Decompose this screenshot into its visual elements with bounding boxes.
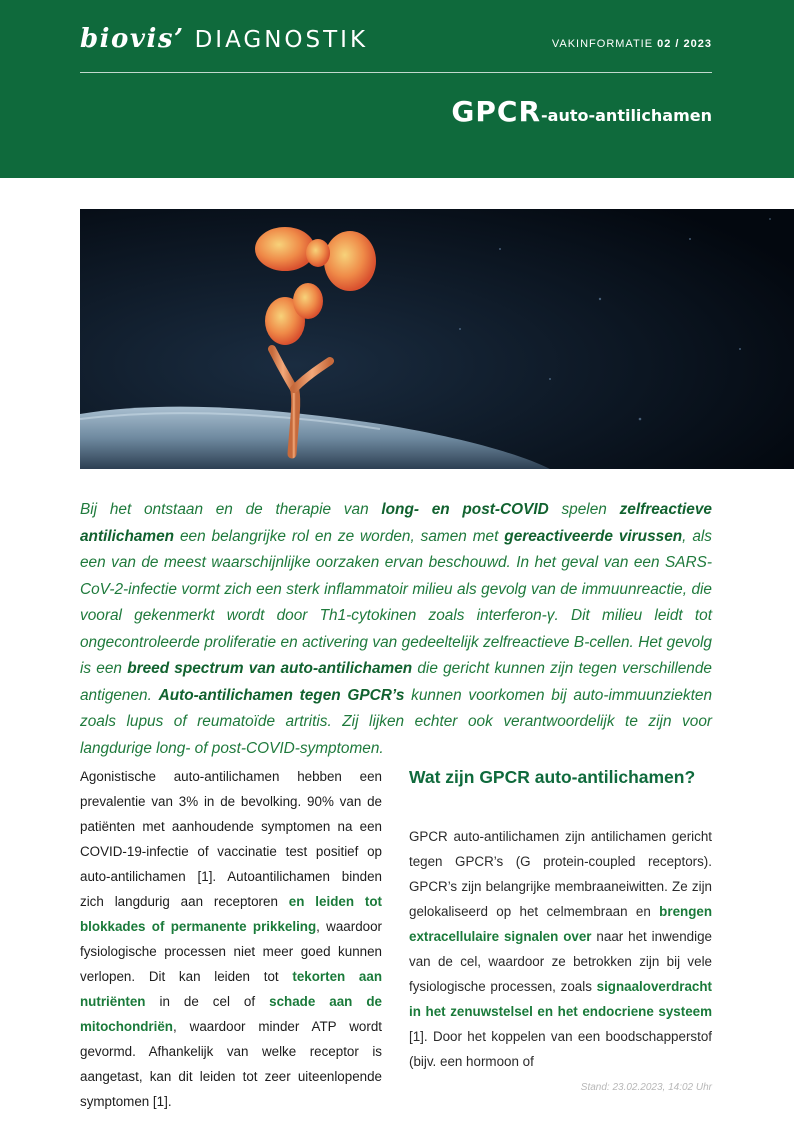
- issue-label: [552, 38, 712, 50]
- left-text-2: , waardoor fysiologische processen niet meer goed kunnen verlopen. Dit kan leiden tot: [80, 919, 383, 984]
- intro-highlight-4: breed spectrum van auto-antilichamen: [127, 660, 413, 677]
- intro-highlight-2: zelfreactieve antilichamen: [80, 501, 712, 545]
- header-divider: [80, 72, 712, 73]
- date-stamp: Stand: 23.02.2023, 14:02 Uhr: [580, 1082, 712, 1093]
- left-column-text: [80, 764, 382, 1114]
- left-text-3: in de cel of: [145, 994, 270, 1009]
- right-column-text: [409, 824, 712, 1074]
- intro-text-4: , als een van de meest waarschijnlijke oorzaken ervan beschouwd. In het geval van een SARS-CoV-2-infectie vormt zich een sterk inflammatoir milieu als gevolg van de immuunreactie, die vooral gekenmerkt wordt door Th1-cytokinen zoals interferon-γ. Dit milieu leidt tot ongecontroleerde proliferatie en activering van gedeeltelijk zelfreactieve B-cellen. Het gevolg is een: [80, 527, 712, 677]
- left-text-1: Agonistische auto-antilichamen hebben een prevalentie van 3% in de bevolking. 90% van de patiënten met aanhoudende symptomen na een COVID-19-infectie of vaccinatie test positief op auto-antilichamen [1]. Autoantilichamen binden zich langdurig aan receptoren: [80, 769, 382, 909]
- right-text-2: naar het inwendige van de cel, waardoor ze betrokken zijn bij vele fysiologische processen, zoals: [409, 929, 712, 994]
- intro-text-6: kunnen voorkomen bij auto-immuunziekten zoals lupus of reumatoïde artritis. Zij lijken echter ook verantwoordelijk te zijn voor langdurige long- of post-COVID-symptomen.: [80, 686, 712, 757]
- section-heading: Wat zijn GPCR auto-antilichamen?: [409, 767, 696, 787]
- intro-highlight-3: gereactiveerde virussen: [504, 527, 683, 545]
- right-text-1: GPCR auto-antilichamen zijn antilichamen gericht tegen GPCR’s (G protein-coupled receptors). GPCR’s zijn belangrijke membraaneiwitten. Ze zijn gelokaliseerd op het celmembraan en: [409, 829, 712, 919]
- intro-highlight-5: Auto-antilichamen tegen GPCR’s: [158, 686, 405, 704]
- page-title: [451, 92, 712, 129]
- brand-logo: [80, 24, 368, 54]
- brand-name: biovis’: [80, 24, 185, 54]
- left-highlight-2: tekorten aan nutriënten: [80, 969, 382, 1009]
- brand-subtitle: DIAGNOSTIK: [194, 27, 369, 53]
- page-title-main: GPCR: [451, 95, 542, 128]
- issue-number: 02 / 2023: [657, 38, 712, 50]
- right-highlight-2: signaaloverdracht in het zenuwstelsel en het endocriene systeem: [409, 979, 712, 1019]
- header-banner: [0, 0, 794, 178]
- right-text-3: [1]. Door het koppelen van een boodschapperstof (bijv. een hormoon of: [409, 1029, 712, 1069]
- left-highlight-3: schade aan de mitochondriën: [80, 994, 382, 1034]
- intro-highlight-1: long- en post-COVID: [381, 501, 549, 518]
- right-column: [409, 764, 712, 1074]
- intro-text-5: die gericht kunnen zijn tegen verschillende antigenen.: [80, 660, 712, 704]
- right-highlight-1: brengen extracellulaire signalen over: [409, 904, 712, 944]
- page-title-suffix: -auto-antilichamen: [541, 106, 712, 125]
- left-highlight-1: en leiden tot blokkades of permanente prikkeling: [80, 894, 382, 934]
- intro-text-2: spelen: [548, 501, 620, 518]
- intro-paragraph: [80, 497, 712, 762]
- left-text-4: , waardoor minder ATP wordt gevormd. Afhankelijk van welke receptor is aangetast, kan dit leiden tot zeer uiteenlopende symptomen [1].: [80, 1019, 382, 1109]
- intro-text-3: een belangrijke rol en ze worden, samen met: [174, 527, 505, 545]
- issue-label-text: VAKINFORMATIE: [551, 38, 654, 50]
- antibody-illustration: [80, 209, 794, 469]
- hero-image-antibody: [80, 209, 794, 469]
- intro-text-1: Bij het ontstaan en de therapie van: [80, 501, 382, 518]
